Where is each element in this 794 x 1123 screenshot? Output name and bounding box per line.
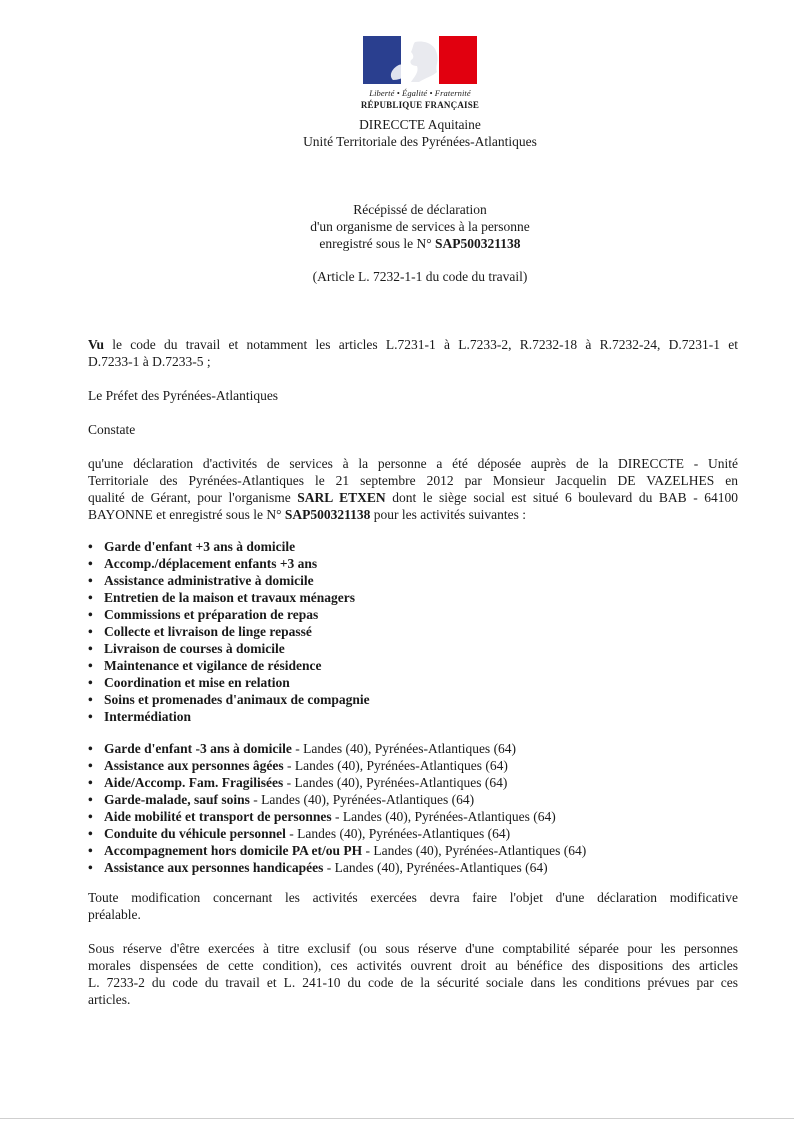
reserve-paragraph bbox=[88, 940, 738, 1008]
bullet-icon: • bbox=[88, 590, 93, 605]
title-line-2: d'un organisme de services à la personne bbox=[310, 219, 530, 234]
activities-zoned-list bbox=[88, 740, 738, 876]
title-line-1: Récépissé de déclaration bbox=[353, 202, 487, 217]
bullet-icon: • bbox=[88, 624, 93, 639]
marianne-logo bbox=[360, 36, 480, 110]
activity-item bbox=[88, 538, 738, 555]
activity-name: Garde-malade, sauf soins bbox=[104, 792, 250, 807]
document-title bbox=[0, 201, 794, 252]
article-reference: (Article L. 7232-1-1 du code du travail) bbox=[312, 269, 528, 284]
modif-line-2: préalable. bbox=[88, 907, 141, 922]
bullet-icon: • bbox=[88, 843, 93, 858]
modification-paragraph bbox=[88, 889, 738, 923]
bullet-icon: • bbox=[88, 775, 93, 790]
issuer-unit: Unité Territoriale des Pyrénées-Atlantiques bbox=[303, 134, 537, 149]
bullet-icon: • bbox=[88, 641, 93, 656]
activity-item bbox=[88, 774, 738, 791]
decl-text-4b: pour les activités suivantes : bbox=[373, 507, 526, 522]
bullet-icon: • bbox=[88, 826, 93, 841]
activity-item bbox=[88, 572, 738, 589]
decl-line-2: Territoriale des Pyrénées-Atlantiques le 21 septembre 2012 par Monsieur Jacquelin DE VAZELHES en bbox=[88, 473, 738, 488]
activity-item bbox=[88, 757, 738, 774]
activity-item bbox=[88, 842, 738, 859]
motto: Liberté • Égalité • Fraternité bbox=[369, 88, 471, 98]
activity-zone: - Landes (40), Pyrénées-Atlantiques (64) bbox=[362, 843, 587, 858]
bullet-icon: • bbox=[88, 692, 93, 707]
activity-item bbox=[88, 674, 738, 691]
activity-name: Intermédiation bbox=[104, 709, 191, 724]
activity-item bbox=[88, 640, 738, 657]
activity-item bbox=[88, 606, 738, 623]
bullet-icon: • bbox=[88, 539, 93, 554]
activity-name: Maintenance et vigilance de résidence bbox=[104, 658, 322, 673]
activity-name: Aide/Accomp. Fam. Fragilisées bbox=[104, 775, 284, 790]
decl-line-4 bbox=[88, 506, 738, 523]
activities-list bbox=[88, 538, 738, 725]
page-edge-line bbox=[0, 1118, 794, 1119]
reserve-line-2: morales dispensées de cette condition), ces activités ouvrent droit au bénéfice des dispositions des articles bbox=[88, 958, 738, 973]
bullet-icon: • bbox=[88, 607, 93, 622]
activity-name: Assistance aux personnes handicapées bbox=[104, 860, 324, 875]
issuer-name: DIRECCTE Aquitaine bbox=[359, 117, 481, 132]
activity-item bbox=[88, 589, 738, 606]
registration-number: SAP500321138 bbox=[435, 236, 521, 251]
activity-item bbox=[88, 808, 738, 825]
activity-zone: - Landes (40), Pyrénées-Atlantiques (64) bbox=[283, 758, 508, 773]
activity-name: Livraison de courses à domicile bbox=[104, 641, 285, 656]
activity-name: Aide mobilité et transport de personnes bbox=[104, 809, 332, 824]
decl-text-3a: qualité de Gérant, pour l'organisme bbox=[88, 490, 291, 505]
marianne-flag-icon bbox=[363, 36, 477, 84]
activity-item bbox=[88, 825, 738, 842]
activity-zone: - Landes (40), Pyrénées-Atlantiques (64) bbox=[285, 826, 511, 841]
prefet-line: Le Préfet des Pyrénées-Atlantiques bbox=[88, 388, 279, 403]
activity-zone: - Landes (40), Pyrénées-Atlantiques (64) bbox=[249, 792, 475, 807]
activity-name: Soins et promenades d'animaux de compagnie bbox=[104, 692, 370, 707]
activity-item bbox=[88, 691, 738, 708]
activity-name: Commissions et préparation de repas bbox=[104, 607, 319, 622]
activity-name: Conduite du véhicule personnel bbox=[104, 826, 286, 841]
bullet-icon: • bbox=[88, 675, 93, 690]
activity-name: Garde d'enfant -3 ans à domicile bbox=[104, 741, 292, 756]
activity-zone: - Landes (40), Pyrénées-Atlantiques (64) bbox=[323, 860, 548, 875]
activity-name: Coordination et mise en relation bbox=[104, 675, 290, 690]
bullet-icon: • bbox=[88, 758, 93, 773]
activity-item bbox=[88, 555, 738, 572]
decl-text-4a: BAYONNE et enregistré sous le N° bbox=[88, 507, 282, 522]
bullet-icon: • bbox=[88, 709, 93, 724]
activity-name: Garde d'enfant +3 ans à domicile bbox=[104, 539, 296, 554]
activity-name: Assistance administrative à domicile bbox=[104, 573, 314, 588]
activity-zone: - Landes (40), Pyrénées-Atlantiques (64) bbox=[331, 809, 556, 824]
title-number-prefix: enregistré sous le N° bbox=[319, 236, 432, 251]
decl-line-1: qu'une déclaration d'activités de services à la personne a été déposée auprès de la DIRECCTE - Unité bbox=[88, 456, 738, 471]
activity-zone: - Landes (40), Pyrénées-Atlantiques (64) bbox=[283, 775, 508, 790]
activity-item bbox=[88, 859, 738, 876]
title-line-3 bbox=[0, 235, 794, 252]
bullet-icon: • bbox=[88, 556, 93, 571]
activity-name: Collecte et livraison de linge repassé bbox=[104, 624, 312, 639]
constate-line: Constate bbox=[88, 422, 136, 437]
activity-name: Accompagnement hors domicile PA et/ou PH bbox=[104, 843, 363, 858]
vu-keyword: Vu bbox=[88, 337, 105, 352]
issuer-block bbox=[0, 116, 794, 150]
bullet-icon: • bbox=[88, 809, 93, 824]
activity-name: Assistance aux personnes âgées bbox=[104, 758, 284, 773]
bullet-icon: • bbox=[88, 792, 93, 807]
company-name: SARL ETXEN bbox=[297, 490, 386, 505]
republic-label: RÉPUBLIQUE FRANÇAISE bbox=[360, 100, 480, 110]
bullet-icon: • bbox=[88, 573, 93, 588]
vu-text: le code du travail et notamment les articles L.7231-1 à L.7233-2, R.7232-18 à R.7232-24, D.7231-1 et bbox=[112, 337, 738, 352]
vu-line-2: D.7233-1 à D.7233-5 ; bbox=[88, 354, 211, 369]
vu-paragraph bbox=[88, 336, 738, 370]
activity-item bbox=[88, 740, 738, 757]
activity-item bbox=[88, 708, 738, 725]
bullet-icon: • bbox=[88, 658, 93, 673]
decl-line-3 bbox=[88, 489, 738, 506]
vu-line-1 bbox=[88, 336, 738, 353]
activity-zone: - Landes (40), Pyrénées-Atlantiques (64) bbox=[291, 741, 517, 756]
activity-item bbox=[88, 623, 738, 640]
bullet-icon: • bbox=[88, 860, 93, 875]
declaration-paragraph bbox=[88, 455, 738, 523]
activity-item bbox=[88, 657, 738, 674]
activity-item bbox=[88, 791, 738, 808]
bullet-icon: • bbox=[88, 741, 93, 756]
decl-text-3b: dont le siège social est situé 6 boulevard du BAB - 64100 bbox=[392, 490, 739, 505]
reserve-line-4: articles. bbox=[88, 992, 131, 1007]
decl-registration-number: SAP500321138 bbox=[284, 507, 371, 522]
activity-name: Accomp./déplacement enfants +3 ans bbox=[104, 556, 318, 571]
reserve-line-3: L. 7233-2 du code du travail et L. 241-10 du code de la sécurité sociale dans les conditions prévues par ces bbox=[88, 975, 738, 990]
reserve-line-1: Sous réserve d'être exercées à titre exclusif (ou sous réserve d'une comptabilité séparée pour les personnes bbox=[88, 941, 738, 956]
modif-line-1: Toute modification concernant les activités exercées devra faire l'objet d'une déclaration modificative bbox=[88, 890, 738, 905]
activity-name: Entretien de la maison et travaux ménagers bbox=[104, 590, 355, 605]
